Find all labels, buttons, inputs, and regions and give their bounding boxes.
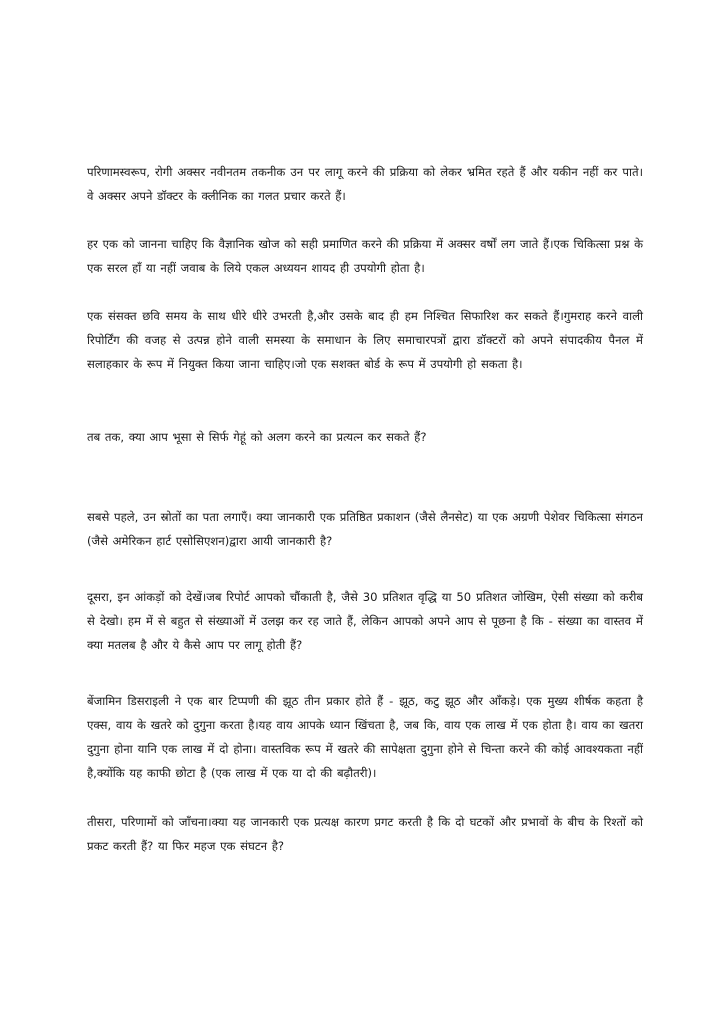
paragraph-4: तब तक, क्या आप भूसा से सिर्फ गेहूं को अलग करने का प्रत्यत्न कर सकते हैं? xyxy=(87,430,427,444)
paragraph-3: एक संसक्त छवि समय के साथ धीरे धीरे उभरती है,और उसके बाद ही हम निश्चित सिफारिश कर सकते हैं।गुमराह करने वाली रिपोर्टिंग की वजह से उत्पन्न होने वाली समस्या के समाधान के लिए समाचारपत्रों द्वारा डॉक्टरों को अपने संपादकीय पैनल में सलाहकार के रूप में नियुक्त किया जाना चाहिए।जो एक सशक्त बोर्ड के रूप में उपयोगी हो सकता है। xyxy=(87,309,643,371)
paragraph-2: हर एक को जानना चाहिए कि वैज्ञानिक खोज को सही प्रमाणित करने की प्रक्रिया में अक्सर वर्षों लग जाते हैं।एक चिकित्सा प्रश्न के एक सरल हाँ या नहीं जवाब के लिये एकल अध्ययन शायद ही उपयोगी होता है। xyxy=(87,237,643,275)
paragraph-7: बेंजामिन डिसराइली ने एक बार टिप्पणी की झूठ तीन प्रकार होते हैं - झूठ, कटु झूठ और आँकड़े। एक मुख्य शीर्षक कहता है एक्स, वाय के खतरे को दुगुना करता है।यह वाय आपके ध्यान खिंचता है, जब कि, वाय एक लाख में एक होता है। वाय का खतरा दुगुना होना यानि एक लाख में दो होना। वास्तविक रूप में खतरे की सापेक्षता दुगुना होने से चिन्ता करने की कोई आवश्यकता नहीं है,क्योंकि यह काफी छोटा है (एक लाख में एक या दो की बढ़ौतरी)। xyxy=(87,694,643,780)
paragraph-8: तीसरा, परिणामों को जाँचना।क्या यह जानकारी एक प्रत्यक्ष कारण प्रगट करती है कि दो घटकों और प्रभावों के बीच के रिश्तों को प्रकट करती हैं? या फिर महज एक संघटन है? xyxy=(87,815,643,853)
paragraph-6: दूसरा, इन आंकड़ों को देखें।जब रिपोर्ट आपको चौंकाती है, जैसे 30 प्रतिशत वृद्धि या 50 प्रतिशत जोखिम, ऐसी संख्या को करीब से देखो। हम में से बहुत से संख्याओं में उलझ कर रह जाते हैं, लेकिन आपको अपने आप से पूछना है कि - संख्या का वास्तव में क्या मतलब है और ये कैसे आप पर लागू होती हैं? xyxy=(87,590,643,652)
paragraph-5: सबसे पहले, उन स्रोतों का पता लगाएँ। क्या जानकारी एक प्रतिष्ठित प्रकाशन (जैसे लैनसेट) या एक अग्रणी पेशेवर चिकित्सा संगठन (जैसे अमेरिकन हार्ट एसोसिएशन)द्वारा आयी जानकारी है? xyxy=(87,510,643,548)
paragraph-1: परिणामस्वरूप, रोगी अक्सर नवीनतम तकनीक उन पर लागू करने की प्रक्रिया को लेकर भ्रमित रहते हैं और यकीन नहीं कर पाते। वे अक्सर अपने डॉक्टर के क्लीनिक का गलत प्रचार करते हैं। xyxy=(87,165,643,203)
